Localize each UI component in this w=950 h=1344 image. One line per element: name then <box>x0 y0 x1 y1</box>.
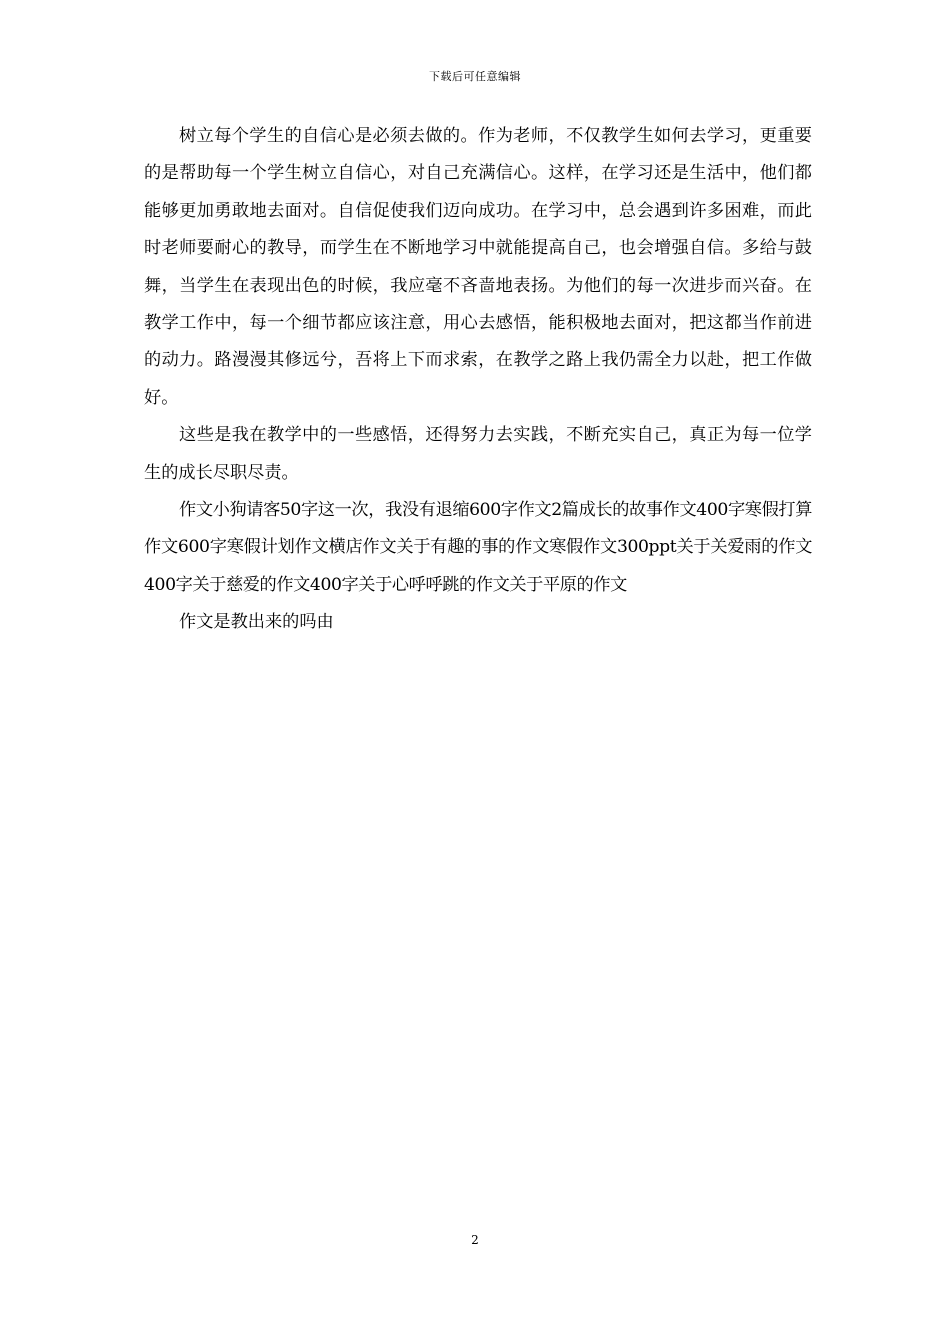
paragraph-trailing: 作文是教出来的吗由 <box>179 612 334 633</box>
paragraph-confidence: 树立每个学生的自信心是必须去做的。作为老师，不仅教学生如何去学习，更重要的是帮助每一个学生树立自信心，对自己充满信心。这样，在学习还是生活中，他们都能够更加勇敢地去面对。自信促使我们迈向成功。在学习中，总会遇到许多困难，而此时老师要耐心的教导，而学生在不断地学习中就能提高自己，也会增强自信。多给与鼓舞，当学生在表现出色的时候，我应毫不吝啬地表扬。为他们的每一次进步而兴奋。在教学工作中，每一个细节都应该注意，用心去感悟，能积极地去面对，把这都当作前进的动力。路漫漫其修远兮，吾将上下而求索，在教学之路上我仍需全力以赴，把工作做好。 <box>144 126 812 408</box>
document-body <box>144 118 812 642</box>
page-number: 2 <box>471 1233 479 1247</box>
page-header: 下载后可任意编辑 <box>429 70 521 83</box>
paragraph-related-essays: 作文小狗请客50字这一次，我没有退缩600字作文2篇成长的故事作文400字寒假打算作文600字寒假计划作文横店作文关于有趣的事的作文寒假作文300ppt关于关爱雨的作文400字关于慈爱的作文400字关于心呼呼跳的作文关于平原的作文 <box>144 500 812 595</box>
paragraph-reflection: 这些是我在教学中的一些感悟，还得努力去实践，不断充实自己，真正为每一位学生的成长尽职尽责。 <box>144 425 812 483</box>
